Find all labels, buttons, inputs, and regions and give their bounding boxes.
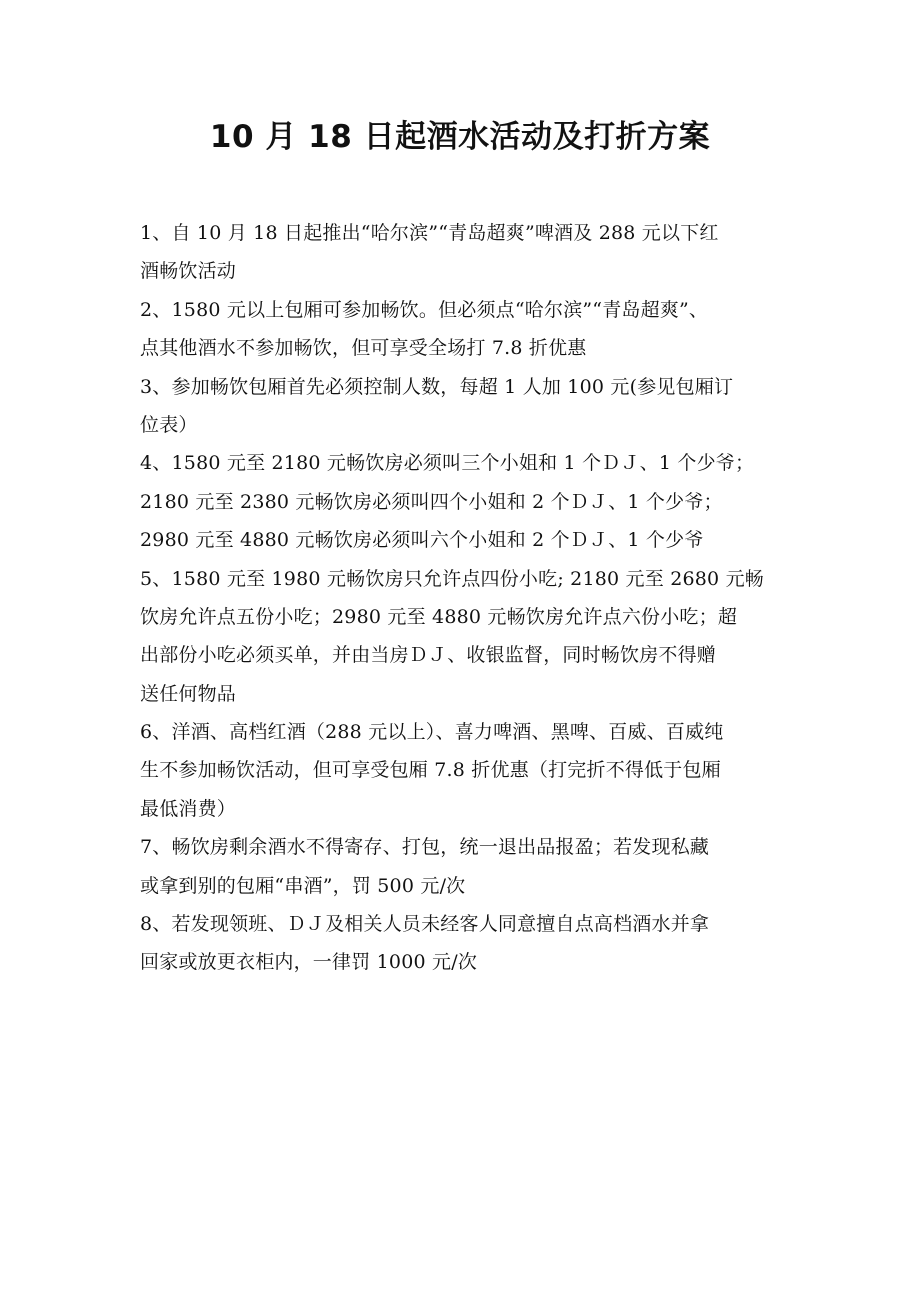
list-item-line: 或拿到别的包厢“串酒”，罚 500 元/次 bbox=[140, 874, 466, 897]
list-item-line: 回家或放更衣柜内，一律罚 1000 元/次 bbox=[140, 951, 478, 974]
list-item-line: 7、畅饮房剩余酒水不得寄存、打包，统一退出品报盈；若发现私藏 bbox=[140, 836, 710, 859]
list-item bbox=[140, 444, 785, 559]
list-item-line: 点其他酒水不参加畅饮，但可享受全场打 7.8 折优惠 bbox=[140, 337, 587, 360]
list-item bbox=[140, 713, 785, 828]
list-item-line: 4、1580 元至 2180 元畅饮房必须叫三个小姐和 1 个ＤＪ、1 个少爷； bbox=[140, 452, 755, 475]
list-item bbox=[140, 560, 785, 714]
list-item-line: 送任何物品 bbox=[140, 682, 237, 705]
list-item bbox=[140, 905, 785, 982]
list-item-line: 出部份小吃必须买单，并由当房ＤＪ、收银监督，同时畅饮房不得赠 bbox=[140, 644, 717, 667]
list-item bbox=[140, 368, 785, 445]
list-item-line: 最低消费） bbox=[140, 797, 237, 820]
document-title: 10 月 18 日起酒水活动及打折方案 bbox=[209, 119, 711, 155]
list-item-line: 5、1580 元至 1980 元畅饮房只允许点四份小吃; 2180 元至 2680 元畅 bbox=[140, 567, 764, 590]
list-item bbox=[140, 828, 785, 905]
list-item-line: 6、洋酒、高档红酒（288 元以上）、喜力啤酒、黑啤、百威、百威纯 bbox=[140, 721, 724, 744]
list-item-line: 8、若发现领班、ＤＪ及相关人员未经客人同意擅自点高档酒水并拿 bbox=[140, 913, 710, 936]
list-item bbox=[140, 214, 785, 291]
list-item-line: 2980 元至 4880 元畅饮房必须叫六个小姐和 2 个ＤＪ、1 个少爷 bbox=[140, 529, 704, 552]
list-item-line: 酒畅饮活动 bbox=[140, 260, 237, 283]
list-item-line: 1、自 10 月 18 日起推出“哈尔滨”“青岛超爽”啤酒及 288 元以下红 bbox=[140, 222, 719, 244]
document-body bbox=[140, 214, 785, 982]
list-item bbox=[140, 291, 785, 368]
list-item-line: 位表） bbox=[140, 413, 198, 436]
list-item-line: 3、参加畅饮包厢首先必须控制人数，每超 1 人加 100 元(参见包厢订 bbox=[140, 375, 734, 398]
list-item-line: 2180 元至 2380 元畅饮房必须叫四个小姐和 2 个ＤＪ、1 个少爷； bbox=[140, 490, 723, 513]
list-item-line: 2、1580 元以上包厢可参加畅饮。但必须点“哈尔滨”“青岛超爽”、 bbox=[140, 298, 709, 321]
list-item-line: 生不参加畅饮活动，但可享受包厢 7.8 折优惠（打完折不得低于包厢 bbox=[140, 759, 721, 782]
list-item-line: 饮房允许点五份小吃；2980 元至 4880 元畅饮房允许点六份小吃；超 bbox=[140, 605, 738, 628]
